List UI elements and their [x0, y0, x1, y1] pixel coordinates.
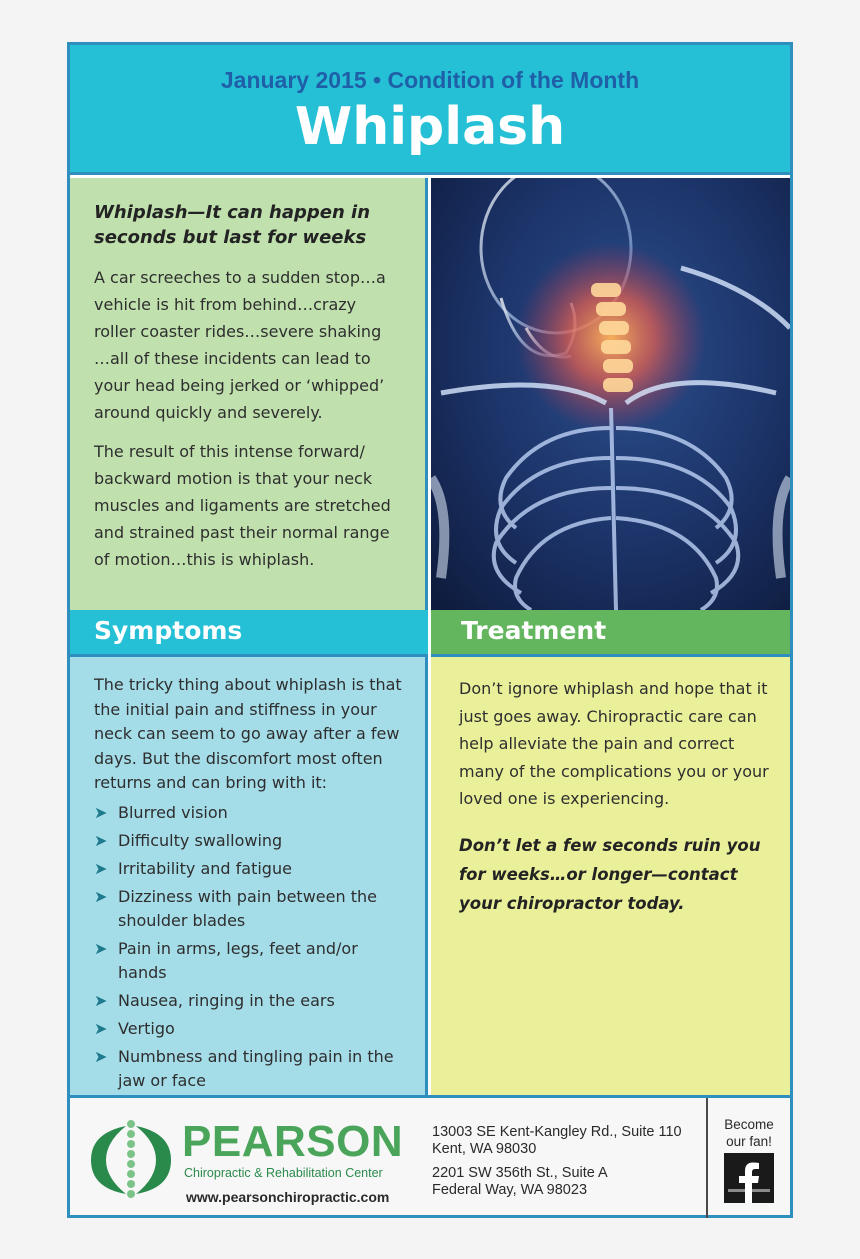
brand-name: PEARSON — [182, 1117, 404, 1166]
website-link[interactable]: www.pearsonchiropractic.com — [186, 1189, 390, 1205]
header-banner — [70, 45, 790, 175]
arrow-bullet-icon: ➤ — [94, 1018, 108, 1038]
list-item: ➤ Numbness and tingling pain in the jaw or face — [94, 1046, 394, 1090]
intro-lead: Whiplash—It can happen in seconds but last for weeks — [94, 202, 371, 248]
footer — [70, 1095, 790, 1215]
symptoms-intro: The tricky thing about whiplash is that the initial pain and stiffness in your neck can seem to go away after a few days. But the discomfort most often returns and can bring with it: — [94, 675, 402, 792]
intro-paragraph-2: The result of this intense forward/ backward motion is that your neck muscles and ligaments are stretched and strained past their normal range of motion…this is whiplash. — [94, 442, 391, 569]
intro-panel — [70, 178, 428, 610]
treatment-panel — [431, 654, 790, 1095]
facebook-fan-box[interactable] — [706, 1098, 790, 1218]
list-item: ➤ Dizziness with pain between the shoulder blades — [94, 886, 377, 930]
intro-paragraph-1: A car screeches to a sudden stop…a vehicle is hit from behind…crazy roller coaster rides…severe shaking …all of these incidents can lead to your head being jerked or ‘whipped’ around quickly and severely. — [94, 268, 386, 422]
list-item: ➤ Irritability and fatigue — [94, 857, 407, 881]
treatment-cta: Don’t let a few seconds ruin you for weeks…or longer—contact your chiropractor today. — [459, 835, 761, 913]
arrow-bullet-icon: ➤ — [94, 990, 108, 1010]
address-kent: 13003 SE Kent-Kangley Rd., Suite 110 Kent, WA 98030 — [432, 1124, 682, 1157]
treatment-body: Don’t ignore whiplash and hope that it just goes away. Chiropractic care can help alleviate the pain and correct many of the complications you or your loved one is experiencing. — [459, 679, 769, 808]
list-item: ➤ Nausea, ringing in the ears — [94, 989, 407, 1013]
address-federal-way: 2201 SW 356th St., Suite A Federal Way, WA 98023 — [432, 1165, 608, 1198]
fan-text: Become our fan! — [724, 1117, 774, 1149]
flyer-sheet — [67, 42, 793, 1218]
list-item: ➤ Pain in arms, legs, feet and/or hands — [94, 938, 358, 982]
header-kicker: January 2015 • Condition of the Month — [220, 67, 640, 93]
skeleton-illustration — [431, 178, 790, 610]
pearson-logo-icon — [86, 1118, 176, 1198]
spine-xray-image — [431, 178, 790, 610]
list-item: ➤ Vertigo — [94, 1017, 407, 1041]
brand-subtitle: Chiropractic & Rehabilitation Center — [184, 1166, 383, 1180]
arrow-bullet-icon: ➤ — [94, 938, 108, 958]
arrow-bullet-icon: ➤ — [94, 830, 108, 850]
list-item: ➤ Blurred vision — [94, 801, 407, 825]
arrow-bullet-icon: ➤ — [94, 858, 108, 878]
symptoms-list — [94, 801, 407, 1093]
page-title: Whiplash — [294, 97, 566, 157]
symptoms-panel — [70, 654, 428, 1095]
symptoms-heading: Symptoms — [70, 610, 428, 654]
arrow-bullet-icon: ➤ — [94, 886, 108, 906]
treatment-heading: Treatment — [431, 610, 790, 654]
arrow-bullet-icon: ➤ — [94, 802, 108, 822]
arrow-bullet-icon: ➤ — [94, 1046, 108, 1066]
facebook-icon[interactable] — [724, 1153, 774, 1203]
list-item: ➤ Difficulty swallowing — [94, 829, 407, 853]
